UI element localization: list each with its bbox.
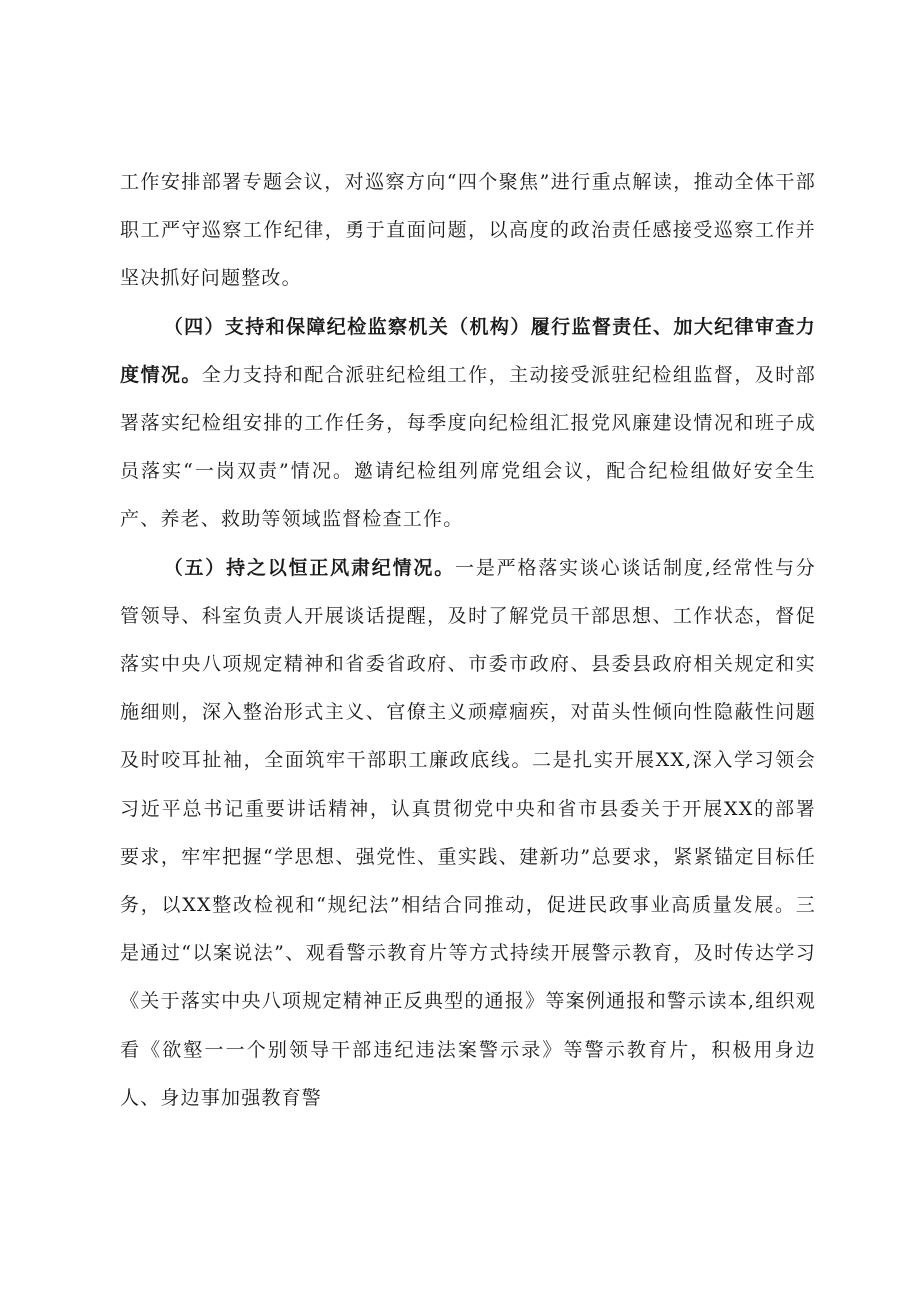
paragraph-section-four (120, 303, 816, 544)
paragraph-text: 全力支持和配合派驻纪检组工作，主动接受派驻纪检组监督，及时部署落实纪检组安排的工作任务，每季度向纪检组汇报党风廉建设情况和班子成员落实“一岗双责”情况。邀请纪检组列席党组会议，配合纪检组做好安全生产、养老、救助等领域监督检查工作。 (120, 363, 816, 531)
paragraph-text: 工作安排部署专题会议，对巡察方向“四个聚焦”进行重点解读，推动全体干部职工严守巡察工作纪律，勇于直面问题，以高度的政治责任感接受巡察工作并坚决抓好问题整改。 (120, 171, 816, 290)
paragraph-continuation (120, 158, 816, 303)
document-body (120, 158, 816, 1122)
paragraph-text: 一是严格落实谈心谈话制度,经常性与分管领导、科室负责人开展谈话提醒，及时了解党员干部思想、工作状态，督促落实中央八项规定精神和省委省政府、市委市政府、县委县政府相关规定和实施细则，深入整治形式主义、官僚主义顽瘴痼疾，对苗头性倾向性隐蔽性问题及时咬耳扯袖，全面筑牢干部职工廉政底线。二是扎实开展XX,深入学习领会习近平总书记重要讲话精神，认真贯彻党中央和省市县委关于开展XX的部署要求，牢牢把握“学思想、强党性、重实践、建新功”总要求，紧紧锚定目标任务，以XX整改检视和“规纪法”相结合同推动，促进民政事业高质量发展。三是通过“以案说法”、观看警示教育片等方式持续开展警示教育，及时传达学习《关于落实中央八项规定精神正反典型的通报》等案例通报和警示读本,组织观看《欲壑一一个别领导干部违纪违法案警示录》等警示教育片，积极用身边人、身边事加强教育警 (120, 556, 816, 1109)
section-heading-four: （四）支持和保障纪检监察机关（机构）履行监督责任、加大纪律审查力度情况。 (120, 315, 816, 386)
paragraph-section-five (120, 544, 816, 1122)
section-heading-five: （五）持之以恒正风肃纪情况。 (163, 556, 456, 579)
